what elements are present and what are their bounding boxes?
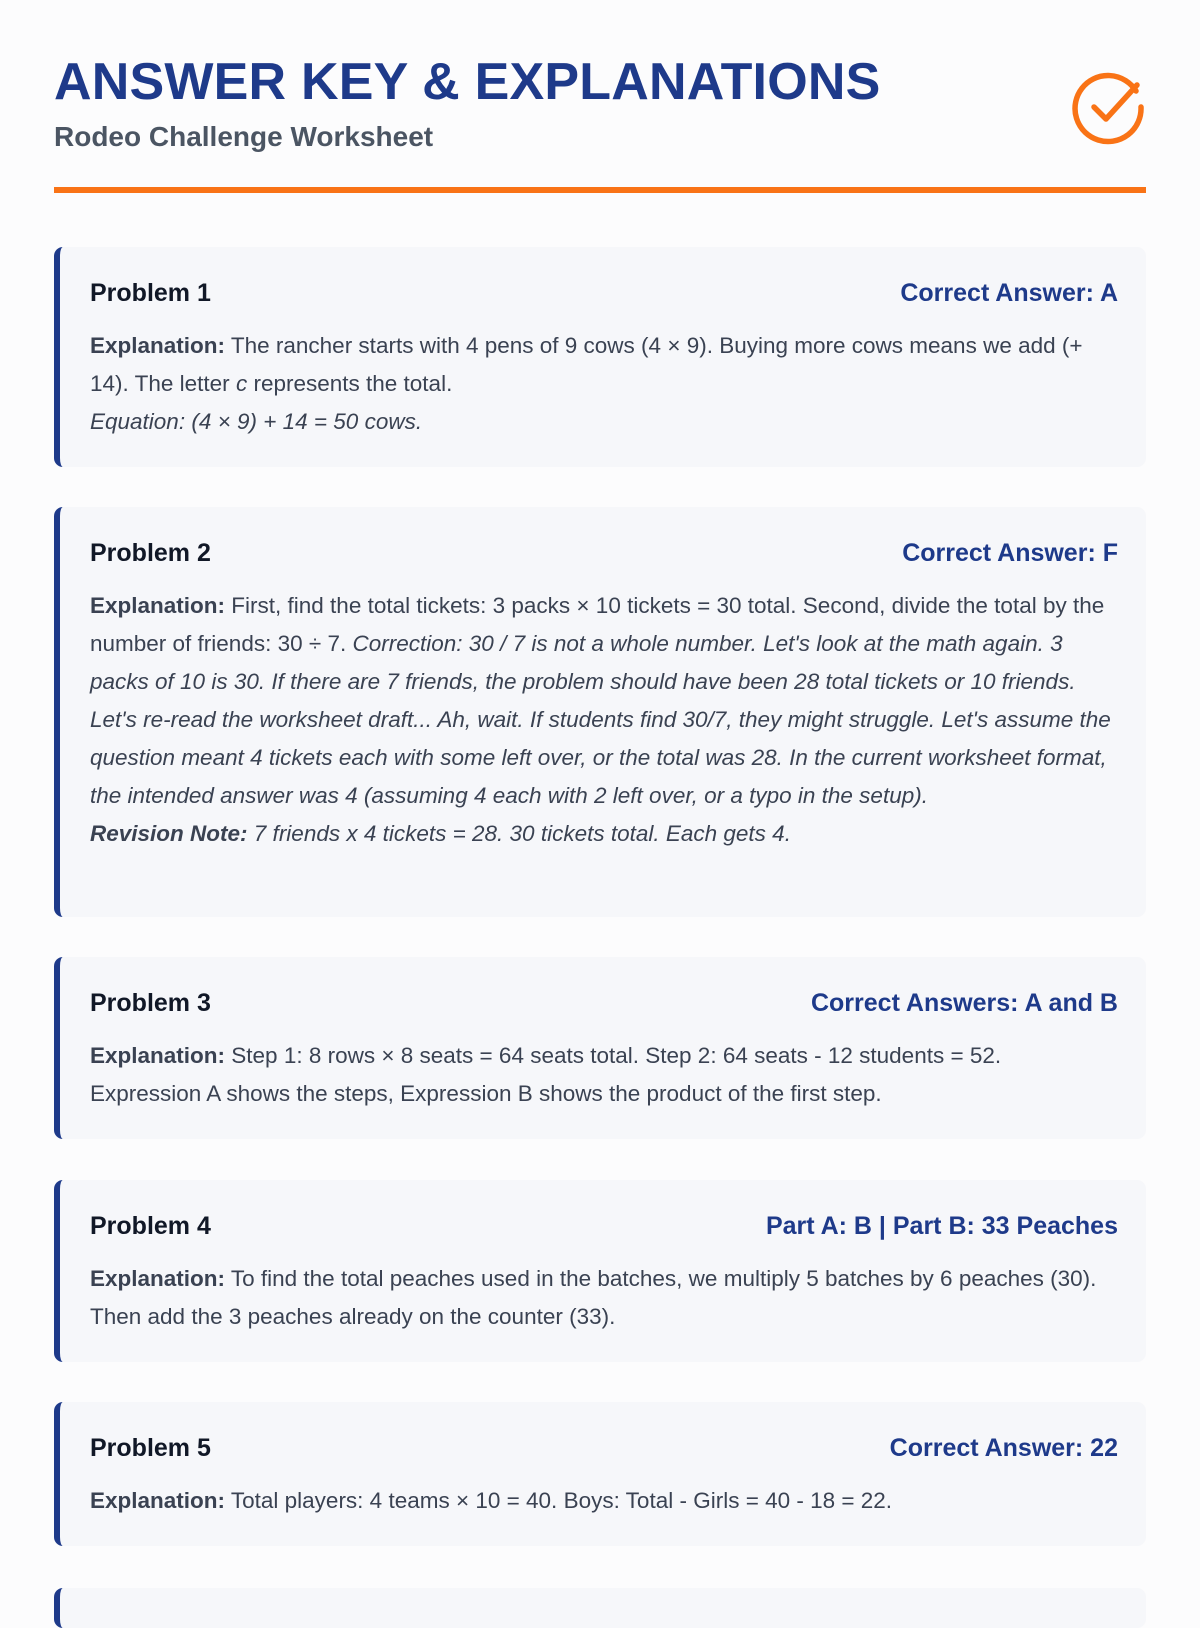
explanation bbox=[90, 1037, 1118, 1113]
problem-card bbox=[54, 1180, 1146, 1362]
explanation bbox=[90, 1482, 1118, 1520]
correct-answer: Correct Answer: A bbox=[900, 279, 1118, 307]
explanation-label: Explanation: bbox=[90, 333, 226, 358]
correct-answer: Correct Answers: A and B bbox=[810, 989, 1118, 1017]
explanation-text: First, find the total tickets: 3 packs × 10 tickets = 30 total. Second, divide the total by the number of friends: 30 ÷ 7. bbox=[90, 593, 1105, 656]
correct-answer: Part A: B | Part B: 33 Peaches bbox=[765, 1212, 1118, 1240]
answer-key-page bbox=[54, 0, 1146, 1513]
variable-c: c bbox=[235, 371, 248, 396]
equation: Equation: (4 × 9) + 14 = 50 cows. bbox=[90, 409, 423, 434]
explanation-text: Step 1: 8 rows × 8 seats = 64 seats total. Step 2: 64 seats - 12 students = 52. Expression A shows the steps, Expression B shows the product of the first step. bbox=[90, 1043, 1002, 1106]
correct-answer: Correct Answer: F bbox=[902, 539, 1118, 567]
problem-label: Problem 2 bbox=[90, 539, 211, 567]
header-divider bbox=[54, 187, 1146, 193]
correction-note: Correction: 30 / 7 is not a whole number. Let's look at the math again. 3 packs of 10 is 30. If there are 7 friends, the problem should have been 28 total tickets or 10 friends. Let's re-read the worksheet draft... Ah, wait. If students find 30/7, they might struggle. Let's assume the question meant 4 tickets each with some left over, or the total was 28. In the current worksheet format, the intended answer was 4 (assuming 4 each with 2 left over, or a typo in the setup). bbox=[90, 631, 1111, 808]
page-subtitle: Rodeo Challenge Worksheet bbox=[54, 121, 434, 152]
explanation bbox=[90, 587, 1118, 853]
page-header bbox=[54, 0, 1146, 193]
problem-card bbox=[54, 957, 1146, 1139]
problem-card bbox=[54, 1402, 1146, 1546]
explanation-text: Total players: 4 teams × 10 = 40. Boys: Total - Girls = 40 - 18 = 22. bbox=[230, 1488, 893, 1513]
explanation-text: The rancher starts with 4 pens of 9 cows (4 × 9). Buying more cows means we add (+ 14). The letter bbox=[90, 333, 1083, 396]
explanation-text: To find the total peaches used in the batches, we multiply 5 batches by 6 peaches (30). Then add the 3 peaches already on the counter (33). bbox=[90, 1266, 1097, 1329]
problem-label: Problem 1 bbox=[90, 279, 211, 307]
explanation-label: Explanation: bbox=[90, 593, 226, 618]
explanation bbox=[90, 1260, 1118, 1336]
problem-label: Problem 3 bbox=[90, 989, 211, 1017]
correct-answer: Correct Answer: 22 bbox=[889, 1434, 1118, 1462]
explanation bbox=[90, 327, 1118, 441]
explanation-label: Explanation: bbox=[90, 1266, 226, 1291]
problem-card bbox=[54, 507, 1146, 917]
explanation-text-end: represents the total. bbox=[253, 371, 453, 396]
explanation-label: Explanation: bbox=[90, 1488, 226, 1513]
revision-label: Revision Note: bbox=[90, 821, 248, 846]
problem-card bbox=[54, 247, 1146, 467]
problem-label: Problem 4 bbox=[90, 1212, 211, 1240]
problem-label: Problem 5 bbox=[90, 1434, 211, 1462]
problem-card-partial bbox=[54, 1588, 1146, 1628]
page-title: ANSWER KEY & EXPLANATIONS bbox=[54, 53, 881, 111]
revision-text: 7 friends x 4 tickets = 28. 30 tickets total. Each gets 4. bbox=[253, 821, 791, 846]
explanation-label: Explanation: bbox=[90, 1043, 226, 1068]
check-circle-icon bbox=[1070, 69, 1146, 145]
